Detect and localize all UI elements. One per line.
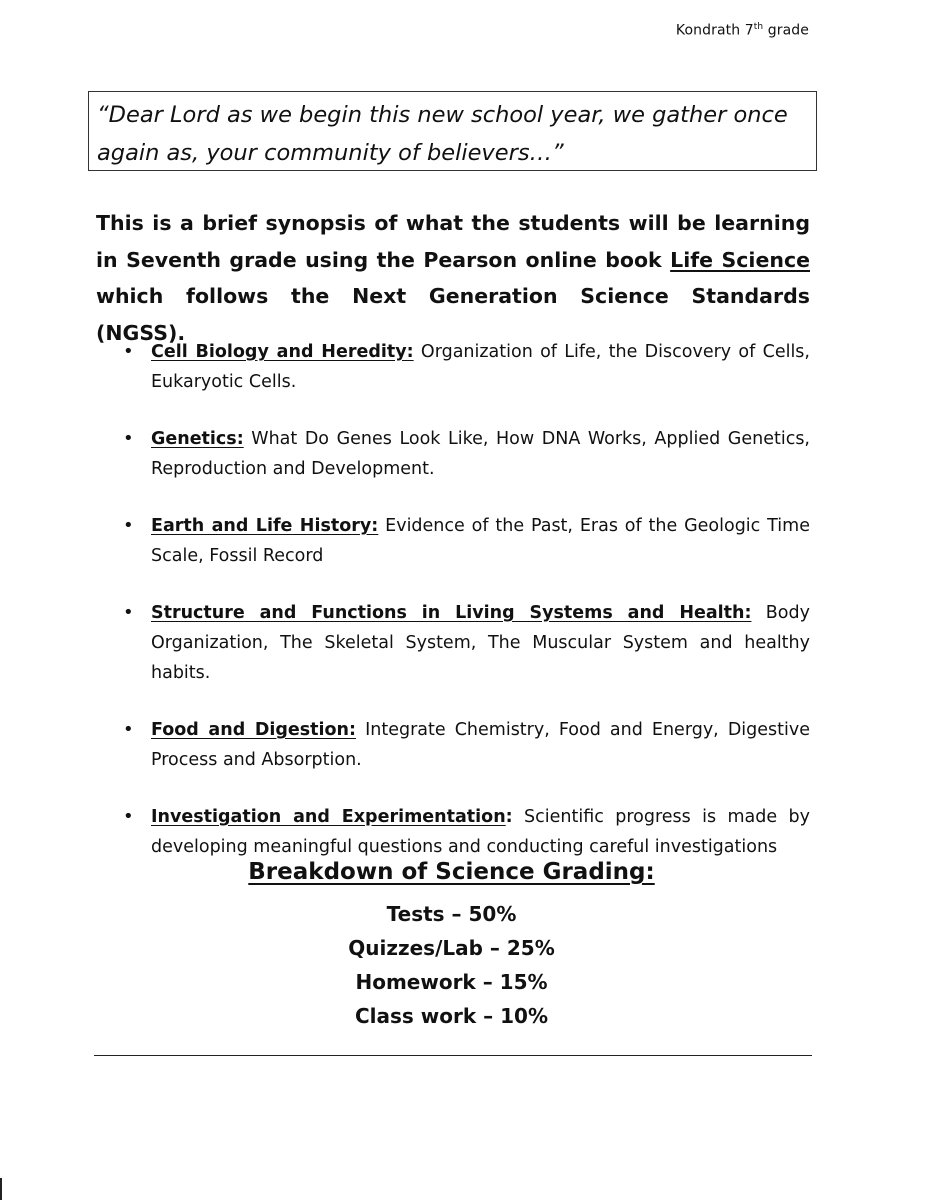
topic-title: Investigation and Experimentation [151,807,506,827]
grade-item-homework: Homework – 15% [355,970,548,994]
intro-text-before: This is a brief synopsis of what the students will be learning in Seventh grade using the Pearson online book [96,211,810,272]
topic-item [123,802,810,862]
topic-title: Food and Digestion: [151,720,357,740]
bullet-icon: • [123,719,134,740]
topic-item [123,337,810,397]
prayer-line-1: “Dear Lord as we begin this new school year, we gather once [97,102,788,128]
grade-item-tests: Tests – 50% [386,902,517,926]
topic-description: Integrate Chemistry, Food and Energy, Digestive Process and Absorption. [151,720,810,770]
prayer-line-2: again as, your community of believers…” [97,140,564,166]
header-name: Kondrath 7 [675,22,754,39]
prayer-quote-box [88,91,817,171]
topic-title: Earth and Life History: [151,516,379,536]
topic-title-colon: : [505,807,513,827]
bullet-icon: • [123,341,134,362]
bullet-icon: • [123,806,134,827]
grading-breakdown [0,855,927,1033]
scan-edge-mark [0,1178,2,1200]
page-header [676,22,809,39]
topic-description: Scientific progress is made by developing meaningful questions and conducting careful investigations [151,807,810,857]
topic-description: Body Organization, The Skeletal System, The Muscular System and healthy habits. [151,603,810,683]
topic-item [123,511,810,571]
bottom-divider [94,1055,812,1056]
grade-item-class-work: Class work – 10% [355,1004,548,1028]
topic-list [123,337,810,889]
book-title: Life Science [670,247,810,272]
topic-item [123,424,810,484]
topic-item [123,715,810,775]
intro-paragraph [96,205,810,351]
topic-item [123,598,810,688]
grading-title: Breakdown of Science Grading: [248,859,655,885]
bullet-icon: • [123,515,134,536]
topic-title: Cell Biology and Heredity: [151,342,414,362]
topic-description: Evidence of the Past, Eras of the Geologic Time Scale, Fossil Record [151,516,810,566]
grade-item-quizzes-lab: Quizzes/Lab – 25% [348,936,555,960]
topic-description: Organization of Life, the Discovery of Cells, Eukaryotic Cells. [151,342,810,392]
topic-title: Structure and Functions in Living Systems and Health: [151,603,752,623]
bullet-icon: • [123,602,134,623]
bullet-icon: • [123,428,134,449]
header-superscript: th [753,22,764,32]
header-grade: grade [763,22,809,39]
topic-description: What Do Genes Look Like, How DNA Works, Applied Genetics, Reproduction and Development. [151,429,810,479]
topic-title: Genetics: [151,429,244,449]
intro-text-after: which follows the Next Generation Science Standards (NGSS). [96,284,810,345]
